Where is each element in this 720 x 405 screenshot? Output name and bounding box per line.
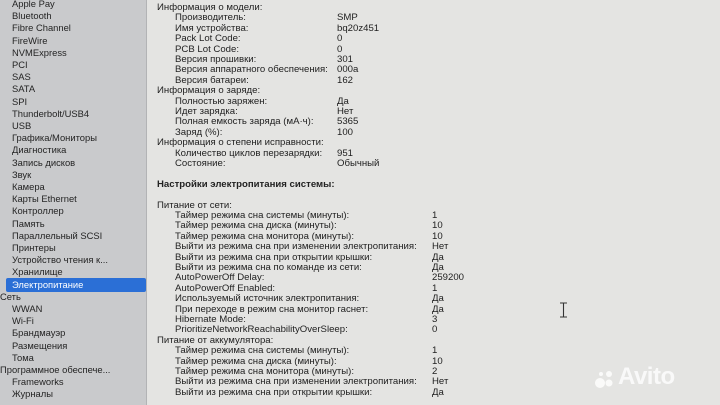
sidebar-item[interactable]: Звук bbox=[12, 168, 32, 180]
sidebar-item[interactable]: PCI bbox=[12, 59, 28, 70]
sidebar-item[interactable]: Карты Ethernet bbox=[12, 193, 77, 205]
row-label: Таймер режима сна диска (минуты): bbox=[175, 220, 337, 232]
row-value: 0 bbox=[432, 324, 438, 336]
sidebar-item[interactable]: Bluetooth bbox=[12, 10, 52, 22]
row-value: 3 bbox=[432, 314, 438, 325]
row-label: Информация о степени исправности: bbox=[157, 137, 324, 149]
sidebar-item[interactable]: Frameworks bbox=[12, 376, 64, 388]
sidebar-item[interactable]: Сеть bbox=[0, 290, 21, 302]
row-label: Hibernate Mode: bbox=[175, 314, 246, 325]
row-label: AutoPowerOff Enabled: bbox=[175, 282, 276, 294]
row-label: Информация о модели: bbox=[157, 2, 263, 13]
row-label: Состояние: bbox=[175, 158, 226, 169]
row-value: 0 bbox=[337, 33, 343, 45]
sidebar bbox=[0, 0, 147, 405]
row-label: Таймер режима сна монитора (минуты): bbox=[175, 230, 355, 242]
avito-logo-icon bbox=[594, 368, 616, 390]
sidebar-item[interactable]: SAS bbox=[12, 71, 31, 83]
row-label: PrioritizeNetworkReachabilityOverSleep: bbox=[175, 324, 348, 336]
row-value: 301 bbox=[337, 54, 354, 65]
sidebar-item[interactable]: Брандмауэр bbox=[12, 327, 66, 339]
row-label: Полностью заряжен: bbox=[175, 95, 268, 107]
row-label: PCB Lot Code: bbox=[175, 43, 239, 55]
sidebar-item[interactable]: Электропитание bbox=[6, 278, 146, 292]
row-value: 259200 bbox=[432, 272, 465, 284]
sidebar-item[interactable]: Графика/Мониторы bbox=[12, 132, 97, 144]
row-label: Производитель: bbox=[175, 12, 246, 24]
sidebar-item[interactable]: WWAN bbox=[12, 303, 43, 314]
row-value: Да bbox=[432, 262, 444, 273]
sidebar-item[interactable]: Программное обеспече... bbox=[0, 364, 111, 375]
row-value: 5365 bbox=[337, 116, 359, 128]
row-value: 1 bbox=[432, 282, 438, 294]
sidebar-item[interactable]: FireWire bbox=[12, 34, 48, 46]
row-label: Таймер режима сна монитора (минуты): bbox=[175, 366, 355, 377]
row-label: Питание от сети: bbox=[157, 199, 232, 211]
row-value: Да bbox=[432, 251, 444, 263]
sidebar-item[interactable]: Wi-Fi bbox=[12, 315, 34, 327]
row-label: Выйти из режима сна при открытии крышки: bbox=[175, 386, 373, 398]
sidebar-item[interactable]: Параллельный SCSI bbox=[12, 229, 103, 241]
row-value: 2 bbox=[432, 366, 438, 377]
row-label: AutoPowerOff Delay: bbox=[175, 272, 265, 284]
sidebar-item[interactable]: Запись дисков bbox=[12, 156, 76, 168]
sidebar-item[interactable]: NVMExpress bbox=[12, 46, 67, 58]
row-value: SMP bbox=[337, 12, 358, 24]
row-label: Таймер режима сна системы (минуты): bbox=[175, 210, 350, 221]
row-label: Pack Lot Code: bbox=[175, 33, 241, 45]
row-value: 10 bbox=[432, 230, 443, 242]
row-value: 000a bbox=[337, 64, 359, 76]
sidebar-item[interactable]: Камера bbox=[12, 181, 45, 192]
row-value: Нет bbox=[337, 106, 354, 117]
sidebar-item[interactable]: Принтеры bbox=[12, 242, 56, 253]
sidebar-item[interactable]: SATA bbox=[12, 83, 36, 95]
sidebar-item[interactable]: Apple Pay bbox=[12, 0, 55, 9]
row-label: Идет зарядка: bbox=[175, 106, 238, 117]
row-value: Да bbox=[337, 95, 349, 107]
row-label: Версия аппаратного обеспечения: bbox=[175, 64, 328, 76]
row-value: Да bbox=[432, 293, 444, 305]
sidebar-item[interactable]: Диагностика bbox=[12, 144, 67, 156]
row-value: Нет bbox=[432, 376, 449, 388]
sidebar-item[interactable]: Контроллер bbox=[12, 205, 64, 217]
row-label: Выйти из режима сна при изменении электропитания: bbox=[175, 241, 417, 253]
row-label: Выйти из режима сна по команде из сети: bbox=[175, 262, 362, 273]
row-label: Информация о заряде: bbox=[157, 85, 261, 97]
row-value: Нет bbox=[432, 241, 449, 253]
row-value: 1 bbox=[432, 345, 438, 357]
row-label: Выйти из режима сна при изменении электропитания: bbox=[175, 376, 417, 388]
row-label: Версия батареи: bbox=[175, 74, 249, 86]
watermark: Avito bbox=[618, 363, 675, 390]
row-label: Количество циклов перезарядки: bbox=[175, 147, 323, 159]
sidebar-item[interactable]: Размещения bbox=[12, 339, 68, 351]
row-label: Версия прошивки: bbox=[175, 54, 257, 65]
detail-pane bbox=[147, 0, 720, 405]
text-cursor-icon bbox=[559, 302, 568, 318]
sidebar-item[interactable]: Тома bbox=[12, 351, 34, 363]
row-value: 0 bbox=[337, 43, 343, 55]
sidebar-item[interactable]: Fibre Channel bbox=[12, 22, 71, 34]
row-label: Выйти из режима сна при открытии крышки: bbox=[175, 251, 373, 263]
row-value: Да bbox=[432, 386, 444, 398]
row-value: bq20z451 bbox=[337, 22, 380, 34]
sidebar-item[interactable]: Thunderbolt/USB4 bbox=[12, 107, 90, 119]
row-label: Используемый источник электропитания: bbox=[175, 293, 360, 305]
row-value: 100 bbox=[337, 126, 354, 138]
row-label: Полная емкость заряда (мА·ч): bbox=[175, 116, 314, 128]
row-label: Таймер режима сна системы (минуты): bbox=[175, 345, 350, 357]
row-value: 162 bbox=[337, 74, 354, 86]
row-value: 1 bbox=[432, 210, 438, 221]
row-label: При переходе в режим сна монитор гаснет: bbox=[175, 303, 369, 315]
sidebar-item[interactable]: Устройство чтения к... bbox=[12, 254, 108, 266]
row-label: Заряд (%): bbox=[175, 126, 223, 138]
row-value: Обычный bbox=[337, 158, 380, 169]
row-label: Имя устройства: bbox=[175, 22, 249, 34]
sidebar-item[interactable]: Журналы bbox=[12, 388, 53, 400]
row-value: 10 bbox=[432, 355, 443, 367]
row-label: Таймер режима сна диска (минуты): bbox=[175, 355, 337, 367]
row-label: Питание от аккумулятора: bbox=[157, 334, 274, 346]
row-value: 10 bbox=[432, 220, 443, 232]
sidebar-item[interactable]: USB bbox=[12, 120, 32, 131]
sidebar-item[interactable]: Память bbox=[12, 217, 45, 229]
row-value: 951 bbox=[337, 147, 354, 159]
sidebar-item[interactable]: Хранилище bbox=[12, 266, 63, 278]
sidebar-item[interactable]: SPI bbox=[12, 95, 28, 107]
row-label: Настройки электропитания системы: bbox=[157, 178, 335, 190]
row-value: Да bbox=[432, 303, 444, 315]
